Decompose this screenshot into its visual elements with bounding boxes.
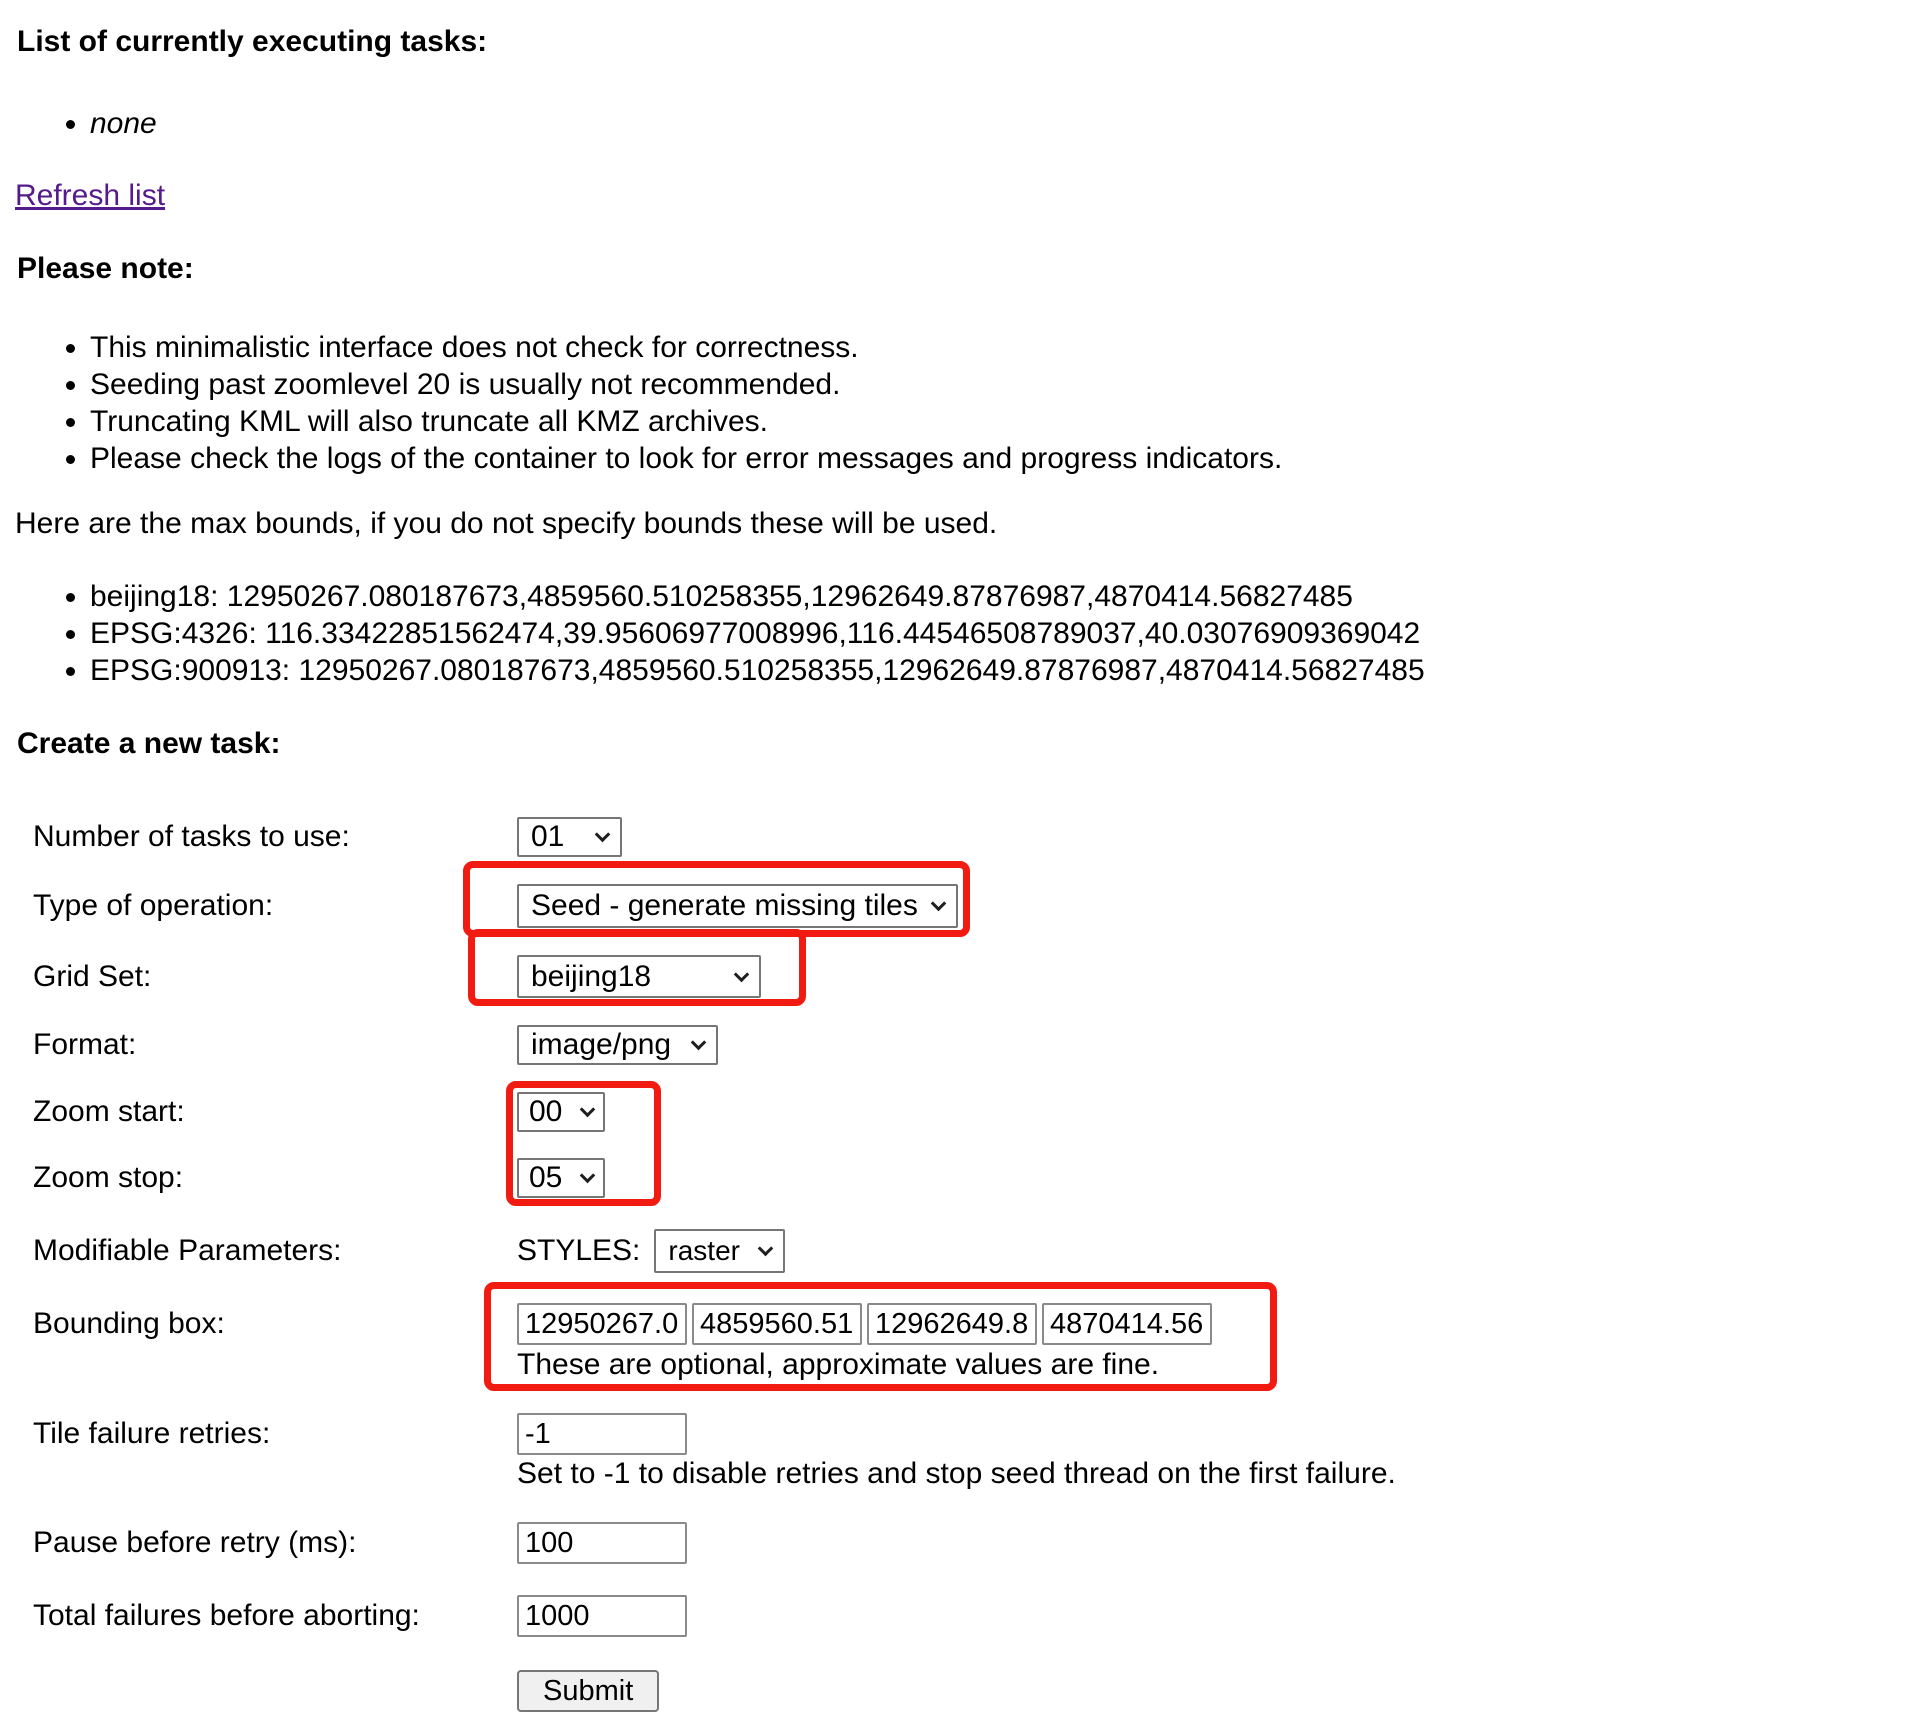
retries-help-text: Set to -1 to disable retries and stop seed thread on the first failure. bbox=[517, 1457, 1396, 1490]
list-item: • beijing18: 12950267.080187673,4859560.510258355,12962649.87876987,4870414.56827485 bbox=[90, 578, 1905, 615]
submit-button[interactable]: Submit bbox=[517, 1670, 659, 1712]
pause-input[interactable] bbox=[517, 1522, 687, 1564]
selected-option: raster bbox=[668, 1235, 740, 1266]
chevron-down-icon bbox=[580, 1102, 596, 1118]
bbox-minx-input[interactable] bbox=[517, 1303, 687, 1345]
field-label: Bounding box: bbox=[33, 1307, 225, 1340]
field-label: Grid Set: bbox=[33, 959, 152, 993]
create-task-heading: Create a new task: bbox=[17, 727, 281, 760]
row-zoom-stop bbox=[33, 1158, 1905, 1198]
selected-option: 00 bbox=[529, 1095, 563, 1128]
chevron-down-icon bbox=[580, 1168, 596, 1184]
row-zoom-start bbox=[33, 1092, 1905, 1132]
max-bounds-intro: Here are the max bounds, if you do not specify bounds these will be used. bbox=[15, 507, 998, 540]
row-grid-set bbox=[33, 955, 1905, 998]
list-item: • EPSG:900913: 12950267.080187673,4859560.510258355,12962649.87876987,4870414.56827485 bbox=[90, 652, 1905, 689]
bbox-miny-input[interactable] bbox=[692, 1303, 862, 1345]
bbox-help-text: These are optional, approximate values are fine. bbox=[517, 1348, 1160, 1381]
field-label: Type of operation: bbox=[33, 889, 274, 922]
field-label: Format: bbox=[33, 1028, 137, 1061]
list-item: • Please check the logs of the container to look for error messages and progress indicators. bbox=[90, 440, 1905, 477]
bbox-maxy-input[interactable] bbox=[1042, 1303, 1212, 1345]
field-label: Zoom stop: bbox=[33, 1161, 184, 1194]
no-tasks-text: none bbox=[90, 107, 157, 140]
chevron-down-icon bbox=[734, 966, 750, 982]
selected-option: 05 bbox=[529, 1161, 563, 1194]
selected-option: Seed - generate missing tiles bbox=[531, 889, 918, 922]
field-label: Modifiable Parameters: bbox=[33, 1234, 342, 1267]
retries-input[interactable] bbox=[517, 1413, 687, 1455]
chevron-down-icon bbox=[931, 896, 947, 912]
row-number-of-tasks bbox=[33, 817, 1905, 857]
row-type-of-operation bbox=[33, 884, 1905, 928]
row-pause-before-retry bbox=[33, 1522, 1905, 1564]
field-label: Pause before retry (ms): bbox=[33, 1526, 357, 1559]
row-modifiable-parameters bbox=[33, 1229, 1905, 1273]
styles-select[interactable] bbox=[654, 1229, 785, 1273]
field-label: Number of tasks to use: bbox=[33, 820, 350, 853]
failures-input[interactable] bbox=[517, 1595, 687, 1637]
tasks-count-select[interactable] bbox=[517, 817, 622, 857]
field-label: Total failures before aborting: bbox=[33, 1599, 420, 1632]
row-total-failures bbox=[33, 1595, 1905, 1637]
row-format bbox=[33, 1025, 1905, 1065]
chevron-down-icon bbox=[595, 827, 611, 843]
seed-form bbox=[33, 817, 1905, 1712]
zoom-rows-group bbox=[33, 1092, 1905, 1198]
format-select[interactable] bbox=[517, 1025, 718, 1065]
field-label: Zoom start: bbox=[33, 1095, 185, 1128]
bbox-maxx-input[interactable] bbox=[867, 1303, 1037, 1345]
zoom-start-select[interactable] bbox=[517, 1092, 605, 1132]
max-bounds-list bbox=[15, 578, 1905, 689]
list-item: • This minimalistic interface does not check for correctness. bbox=[90, 329, 1905, 366]
executing-tasks-list bbox=[15, 105, 1905, 142]
row-tile-failure-retries bbox=[33, 1413, 1905, 1492]
styles-label: STYLES: bbox=[517, 1234, 641, 1267]
please-note-heading: Please note: bbox=[17, 252, 194, 285]
operation-type-select[interactable] bbox=[517, 884, 958, 928]
list-item bbox=[90, 105, 1905, 142]
selected-option: beijing18 bbox=[531, 959, 652, 993]
list-item: • EPSG:4326: 116.33422851562474,39.95606977008996,116.44546508789037,40.03076909369042 bbox=[90, 615, 1905, 652]
chevron-down-icon bbox=[691, 1035, 707, 1051]
refresh-list-link[interactable]: Refresh list bbox=[15, 179, 166, 212]
grid-set-select[interactable] bbox=[517, 955, 761, 998]
list-item: • Truncating KML will also truncate all KMZ archives. bbox=[90, 403, 1905, 440]
selected-option: image/png bbox=[531, 1028, 672, 1061]
row-submit bbox=[33, 1670, 1905, 1712]
row-bounding-box bbox=[33, 1303, 1905, 1383]
chevron-down-icon bbox=[758, 1241, 774, 1257]
selected-option: 01 bbox=[531, 820, 565, 853]
refresh-paragraph bbox=[15, 179, 1905, 213]
zoom-stop-select[interactable] bbox=[517, 1158, 605, 1198]
notes-list bbox=[15, 329, 1905, 477]
executing-tasks-heading: List of currently executing tasks: bbox=[17, 25, 488, 58]
field-label: Tile failure retries: bbox=[33, 1417, 271, 1450]
list-item: • Seeding past zoomlevel 20 is usually not recommended. bbox=[90, 366, 1905, 403]
